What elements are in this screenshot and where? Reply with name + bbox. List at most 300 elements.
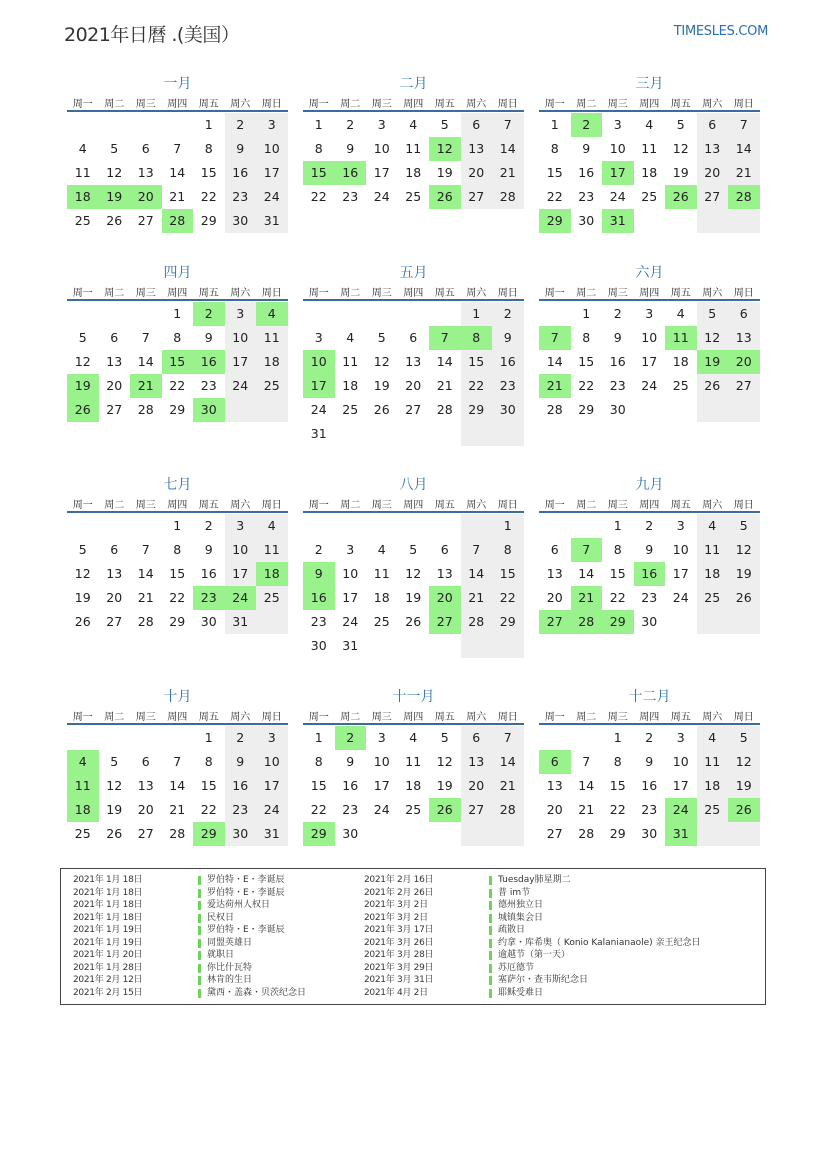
day: 9 [346, 141, 355, 156]
header-divider [67, 723, 288, 725]
day: 5 [440, 117, 449, 132]
day: 30 [310, 638, 327, 653]
day: 27 [106, 402, 123, 417]
day: 12 [373, 354, 390, 369]
day: 22 [609, 590, 626, 605]
weekday-label: 周五 [198, 500, 219, 511]
holiday-day: 16 [634, 562, 666, 586]
holiday-name: 你比什瓦特 [207, 962, 253, 973]
month-name: 十月 [163, 689, 192, 705]
day: 3 [377, 117, 386, 132]
day: 24 [232, 378, 249, 393]
day: 6 [440, 542, 449, 557]
weekday-label: 周一 [544, 99, 565, 110]
day: 27 [468, 802, 485, 817]
weekday-label: 周日 [497, 712, 518, 723]
day: 3 [645, 306, 654, 321]
day: 26 [704, 378, 721, 393]
day: 12 [74, 566, 91, 581]
day: 14 [137, 354, 154, 369]
weekday-label: 周三 [135, 99, 156, 110]
day: 30 [342, 826, 359, 841]
day: 8 [314, 754, 323, 769]
holiday-day: 21 [539, 374, 571, 398]
holiday-day: 16 [335, 161, 367, 185]
weekday-label: 周四 [167, 500, 188, 511]
holiday-day: 15 [303, 161, 335, 185]
holiday-date: 2021年 3月 17日 [364, 925, 434, 935]
day: 10 [232, 542, 249, 557]
weekday-label: 周六 [702, 288, 723, 299]
weekday-label: 周五 [670, 712, 691, 723]
weekday-label: 周三 [371, 99, 392, 110]
day: 21 [137, 590, 154, 605]
weekday-label: 周六 [466, 288, 487, 299]
holiday-day: 20 [728, 350, 760, 374]
weekday-label: 周五 [434, 288, 455, 299]
day: 13 [735, 330, 752, 345]
day: 30 [499, 402, 516, 417]
day: 12 [672, 141, 689, 156]
day: 16 [232, 778, 249, 793]
holiday-name: 逾越节（第一天） [498, 950, 571, 960]
day: 8 [613, 542, 622, 557]
day: 15 [499, 566, 516, 581]
day: 19 [436, 165, 453, 180]
day: 27 [106, 614, 123, 629]
day: 26 [373, 402, 390, 417]
day: 28 [137, 614, 154, 629]
day: 20 [106, 590, 123, 605]
holiday-date: 2021年 3月 26日 [364, 937, 434, 948]
day: 10 [609, 141, 626, 156]
day: 16 [499, 354, 516, 369]
day: 24 [263, 802, 280, 817]
holiday-day: 18 [67, 185, 99, 209]
holiday-date: 2021年 3月 29日 [364, 962, 434, 973]
holiday-day: 2 [193, 302, 225, 326]
weekday-label: 周二 [340, 712, 361, 723]
day: 29 [200, 213, 217, 228]
holiday-day: 28 [162, 209, 194, 233]
weekday-label: 周四 [639, 99, 660, 110]
day: 15 [200, 778, 217, 793]
day: 26 [74, 614, 91, 629]
weekday-label: 周日 [733, 500, 754, 511]
weekday-label: 周五 [670, 99, 691, 110]
holiday-date: 2021年 2月 26日 [364, 887, 434, 898]
weekday-label: 周日 [497, 99, 518, 110]
day: 19 [672, 165, 689, 180]
holiday-day: 12 [429, 137, 461, 161]
day: 2 [314, 542, 323, 557]
weekday-label: 周四 [403, 500, 424, 511]
day: 13 [546, 778, 563, 793]
day: 22 [169, 378, 186, 393]
day: 10 [232, 330, 249, 345]
day: 4 [409, 730, 418, 745]
holiday-day: 24 [225, 586, 257, 610]
holiday-day: 31 [665, 822, 697, 846]
day: 7 [739, 117, 748, 132]
weekday-label: 周六 [230, 99, 251, 110]
day: 31 [232, 614, 249, 629]
weekday-label: 周四 [167, 712, 188, 723]
weekday-label: 周六 [466, 500, 487, 511]
day: 16 [578, 165, 595, 180]
weekday-label: 周二 [340, 500, 361, 511]
day: 16 [232, 165, 249, 180]
day: 12 [74, 354, 91, 369]
day: 5 [440, 730, 449, 745]
weekday-label: 周五 [198, 712, 219, 723]
day: 7 [503, 730, 512, 745]
day: 17 [373, 778, 390, 793]
holiday-name: 爱达荷州人权日 [207, 900, 271, 910]
day: 8 [314, 141, 323, 156]
day: 28 [578, 826, 595, 841]
weekday-label: 周五 [670, 288, 691, 299]
weekday-label: 周五 [198, 99, 219, 110]
holiday-name: 德州独立日 [498, 900, 544, 910]
day: 8 [173, 330, 182, 345]
day: 23 [499, 378, 516, 393]
holiday-day: 8 [461, 326, 493, 350]
day: 15 [609, 566, 626, 581]
day: 17 [672, 778, 689, 793]
holiday-day: 23 [193, 586, 225, 610]
day: 18 [641, 165, 658, 180]
month-name: 七月 [163, 477, 192, 493]
holiday-date: 2021年 4月 2日 [364, 987, 428, 998]
header-divider [539, 511, 760, 513]
day: 6 [472, 117, 481, 132]
holiday-marker [489, 926, 492, 935]
day: 1 [173, 518, 182, 533]
holiday-day: 17 [602, 161, 634, 185]
holiday-day: 19 [697, 350, 729, 374]
day: 7 [503, 117, 512, 132]
day: 3 [676, 518, 685, 533]
weekday-label: 周三 [371, 500, 392, 511]
weekday-label: 周二 [104, 288, 125, 299]
day: 30 [232, 213, 249, 228]
day: 9 [236, 754, 245, 769]
day: 18 [672, 354, 689, 369]
day: 16 [342, 778, 359, 793]
day: 4 [377, 542, 386, 557]
day: 17 [263, 165, 280, 180]
day: 17 [641, 354, 658, 369]
holiday-day: 18 [256, 562, 288, 586]
day: 6 [708, 117, 717, 132]
holiday-day: 9 [303, 562, 335, 586]
day: 27 [704, 189, 721, 204]
day: 2 [645, 518, 654, 533]
month-name: 六月 [635, 265, 664, 281]
day: 5 [110, 141, 119, 156]
day: 7 [141, 330, 150, 345]
weekday-label: 周一 [72, 99, 93, 110]
holiday-name: 普 im节 [498, 887, 531, 898]
holiday-marker [198, 914, 201, 923]
day: 20 [405, 378, 422, 393]
holiday-marker [489, 989, 492, 998]
day: 29 [578, 402, 595, 417]
weekday-label: 周日 [497, 288, 518, 299]
day: 19 [735, 778, 752, 793]
day: 5 [78, 542, 87, 557]
day: 15 [169, 566, 186, 581]
day: 17 [232, 566, 249, 581]
holiday-marker [198, 876, 201, 885]
holiday-marker [489, 951, 492, 960]
weekday-label: 周三 [607, 712, 628, 723]
day: 15 [200, 165, 217, 180]
day: 21 [499, 778, 516, 793]
day: 17 [373, 165, 390, 180]
weekday-label: 周一 [72, 288, 93, 299]
holiday-date: 2021年 3月 31日 [364, 975, 434, 985]
weekday-label: 周一 [308, 712, 329, 723]
day: 25 [405, 189, 422, 204]
day: 20 [704, 165, 721, 180]
day: 1 [550, 117, 559, 132]
day: 30 [641, 614, 658, 629]
holiday-date: 2021年 1月 19日 [73, 925, 143, 935]
day: 9 [346, 754, 355, 769]
holiday-day: 20 [130, 185, 162, 209]
day: 13 [106, 354, 123, 369]
day: 14 [137, 566, 154, 581]
day: 13 [137, 165, 154, 180]
day: 18 [405, 165, 422, 180]
day: 7 [472, 542, 481, 557]
day: 9 [645, 754, 654, 769]
day: 6 [141, 754, 150, 769]
weekday-label: 周二 [340, 288, 361, 299]
day: 13 [106, 566, 123, 581]
holiday-date: 2021年 1月 28日 [73, 962, 143, 973]
day: 8 [173, 542, 182, 557]
day: 21 [578, 802, 595, 817]
day: 18 [704, 566, 721, 581]
day: 28 [468, 614, 485, 629]
day: 12 [405, 566, 422, 581]
day: 23 [200, 378, 217, 393]
weekday-label: 周五 [198, 288, 219, 299]
day: 11 [704, 754, 721, 769]
day: 4 [708, 730, 717, 745]
day: 5 [676, 117, 685, 132]
day: 22 [200, 802, 217, 817]
day: 14 [546, 354, 563, 369]
holiday-marker [489, 901, 492, 910]
day: 5 [377, 330, 386, 345]
day: 26 [735, 590, 752, 605]
day: 18 [704, 778, 721, 793]
holiday-marker [489, 914, 492, 923]
day: 21 [735, 165, 752, 180]
day: 12 [106, 778, 123, 793]
month-name: 十一月 [392, 689, 435, 705]
day: 25 [704, 802, 721, 817]
holiday-date: 2021年 1月 18日 [73, 912, 143, 923]
day: 21 [499, 165, 516, 180]
holiday-marker [198, 939, 201, 948]
holiday-day: 29 [602, 610, 634, 634]
day: 10 [373, 141, 390, 156]
holiday-name: 罗伯特・E・李诞辰 [207, 875, 285, 885]
day: 23 [232, 189, 249, 204]
weekday-label: 周一 [544, 288, 565, 299]
weekday-label: 周六 [702, 712, 723, 723]
day: 14 [468, 566, 485, 581]
holiday-marker [489, 964, 492, 973]
day: 5 [739, 518, 748, 533]
month-name: 十二月 [628, 689, 671, 705]
day: 10 [263, 141, 280, 156]
day: 1 [613, 730, 622, 745]
day: 28 [499, 189, 516, 204]
day: 19 [405, 590, 422, 605]
day: 11 [704, 542, 721, 557]
day: 14 [169, 165, 186, 180]
day: 6 [550, 542, 559, 557]
holiday-day: 15 [162, 350, 194, 374]
day: 19 [74, 590, 91, 605]
weekday-label: 周四 [639, 712, 660, 723]
holiday-marker [489, 876, 492, 885]
holiday-day: 30 [193, 398, 225, 422]
day: 2 [346, 117, 355, 132]
weekday-label: 周二 [576, 500, 597, 511]
day: 29 [169, 402, 186, 417]
day: 24 [609, 189, 626, 204]
day: 27 [137, 213, 154, 228]
day: 1 [204, 730, 213, 745]
holiday-date: 2021年 1月 18日 [73, 875, 143, 885]
day: 20 [468, 778, 485, 793]
holiday-day: 26 [67, 398, 99, 422]
header-divider [67, 110, 288, 112]
day: 14 [578, 566, 595, 581]
holiday-day: 19 [99, 185, 131, 209]
day: 6 [110, 542, 119, 557]
day: 25 [405, 802, 422, 817]
holiday-name: 就职日 [207, 950, 235, 960]
weekday-label: 周五 [434, 712, 455, 723]
holiday-marker [198, 889, 201, 898]
day: 21 [436, 378, 453, 393]
day: 11 [263, 330, 280, 345]
day: 9 [236, 141, 245, 156]
day: 28 [137, 402, 154, 417]
page-title: 2021年日曆 .(美国） [64, 24, 240, 46]
day: 10 [672, 754, 689, 769]
month-name: 三月 [635, 76, 664, 92]
day: 1 [173, 306, 182, 321]
day: 13 [546, 566, 563, 581]
holiday-marker [489, 976, 492, 985]
day: 27 [405, 402, 422, 417]
day: 23 [641, 590, 658, 605]
day: 12 [735, 542, 752, 557]
weekday-label: 周五 [434, 99, 455, 110]
day: 6 [141, 141, 150, 156]
weekday-label: 周三 [371, 712, 392, 723]
day: 1 [582, 306, 591, 321]
day: 30 [641, 826, 658, 841]
holiday-day: 7 [571, 538, 603, 562]
weekday-label: 周四 [403, 712, 424, 723]
day: 13 [468, 141, 485, 156]
day: 22 [200, 189, 217, 204]
holiday-day: 2 [335, 726, 367, 750]
day: 20 [468, 165, 485, 180]
holiday-day: 26 [728, 798, 760, 822]
weekday-label: 周一 [308, 500, 329, 511]
day: 10 [373, 754, 390, 769]
site-logo[interactable]: TIMESLES.COM [673, 24, 768, 39]
day: 30 [200, 614, 217, 629]
weekday-label: 周六 [702, 500, 723, 511]
day: 18 [405, 778, 422, 793]
day: 18 [342, 378, 359, 393]
day: 23 [310, 614, 327, 629]
day: 6 [472, 730, 481, 745]
day: 8 [582, 330, 591, 345]
month-name: 二月 [399, 76, 428, 92]
day: 1 [314, 730, 323, 745]
weekday-label: 周三 [135, 500, 156, 511]
day: 31 [263, 826, 280, 841]
weekday-label: 周四 [639, 500, 660, 511]
header-divider [67, 299, 288, 301]
holiday-date: 2021年 3月 2日 [364, 900, 428, 910]
holiday-name: 塞萨尔・查韦斯纪念日 [498, 975, 589, 985]
holiday-day: 29 [193, 822, 225, 846]
day: 14 [169, 778, 186, 793]
holiday-marker [198, 926, 201, 935]
weekday-label: 周四 [167, 288, 188, 299]
holiday-day: 29 [303, 822, 335, 846]
holiday-marker [198, 951, 201, 960]
day: 11 [74, 165, 91, 180]
holiday-day: 17 [303, 374, 335, 398]
day: 21 [169, 802, 186, 817]
day: 12 [735, 754, 752, 769]
holiday-day: 6 [539, 750, 571, 774]
day: 4 [645, 117, 654, 132]
day: 12 [704, 330, 721, 345]
holiday-list [60, 868, 766, 1005]
day: 4 [708, 518, 717, 533]
day: 3 [236, 306, 245, 321]
day: 15 [546, 165, 563, 180]
day: 29 [499, 614, 516, 629]
holiday-day: 26 [429, 798, 461, 822]
day: 16 [200, 566, 217, 581]
day: 2 [613, 306, 622, 321]
day: 20 [106, 378, 123, 393]
holiday-day: 19 [67, 374, 99, 398]
day: 22 [578, 378, 595, 393]
day: 2 [236, 117, 245, 132]
day: 3 [314, 330, 323, 345]
weekday-label: 周二 [104, 712, 125, 723]
day: 14 [578, 778, 595, 793]
